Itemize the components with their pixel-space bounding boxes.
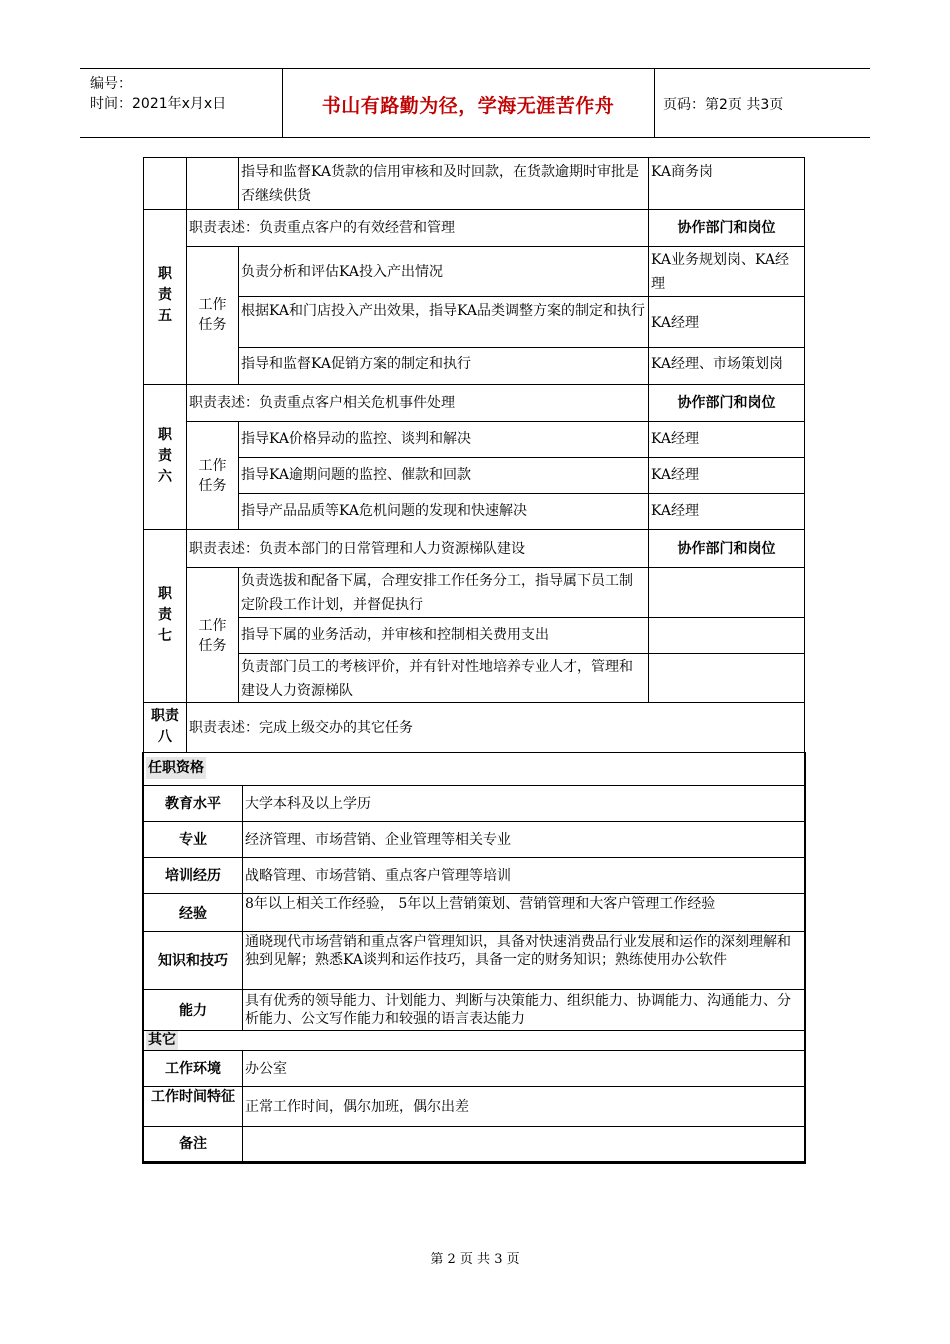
other-value-cell bbox=[242, 1126, 805, 1163]
dept-cell bbox=[648, 157, 805, 209]
duty6-desc-cell bbox=[186, 384, 648, 421]
dept-cell bbox=[648, 617, 805, 653]
dept-cell bbox=[648, 421, 805, 457]
dept-text: KA商务岗 bbox=[651, 164, 714, 180]
task-text: 根据KA和门店投入产出效果，指导KA品类调整方案的制定和执行 bbox=[241, 303, 646, 319]
task-text: 负责部门员工的考核评价，并有针对性地培养专业人才，管理和建设人力资源梯队 bbox=[241, 659, 633, 699]
duty7-coop-header: 协作部门和岗位 bbox=[677, 541, 776, 557]
duty7-label: 职责七 bbox=[158, 586, 172, 644]
others-title: 其它 bbox=[148, 1032, 176, 1048]
table-row bbox=[238, 567, 648, 617]
task-text: 指导KA价格异动的监控、谈判和解决 bbox=[241, 431, 472, 447]
qual-label: 能力 bbox=[179, 1003, 207, 1019]
other-label: 工作环境 bbox=[165, 1061, 221, 1077]
qual-value: 通晓现代市场营销和重点客户管理知识，具备对快速消费品行业发展和运作的深刻理解和独到见解；熟悉KA谈判和运作技巧，具备一定的财务知识；熟练使用办公软件 bbox=[245, 934, 791, 968]
page-footer: 第 2 页 共 3 页 bbox=[430, 1252, 520, 1267]
dept-cell bbox=[648, 493, 805, 529]
qualifications-title: 任职资格 bbox=[146, 757, 206, 779]
task-text: 指导KA逾期问题的监控、催款和回款 bbox=[241, 467, 472, 483]
qual-value-cell bbox=[242, 989, 805, 1030]
table-row bbox=[238, 246, 648, 296]
other-value-cell bbox=[242, 1050, 805, 1086]
page-info: 页码：第2页 共3页 bbox=[663, 97, 784, 113]
qual-label-cell bbox=[143, 989, 242, 1030]
duty5-coop-header: 协作部门和岗位 bbox=[677, 220, 776, 236]
qual-label-cell bbox=[143, 821, 242, 857]
qual-value-cell bbox=[242, 931, 805, 989]
others-section bbox=[143, 1030, 805, 1050]
dept-cell bbox=[648, 653, 805, 702]
task-text: 指导下属的业务活动，并审核和控制相关费用支出 bbox=[241, 627, 549, 643]
duty6-label: 职责六 bbox=[158, 427, 172, 485]
duty5-desc-cell bbox=[186, 209, 648, 246]
dept-cell bbox=[648, 347, 805, 384]
table-row bbox=[238, 653, 648, 702]
duty5-coop-cell bbox=[648, 209, 805, 246]
duty6-desc: 职责表述：负责重点客户相关危机事件处理 bbox=[189, 395, 455, 411]
dept-text: KA经理 bbox=[651, 431, 700, 447]
qual-value-cell bbox=[242, 821, 805, 857]
table-row bbox=[238, 493, 648, 529]
qual-label: 经验 bbox=[179, 906, 207, 922]
qual-value: 战略管理、市场营销、重点客户管理等培训 bbox=[245, 868, 511, 884]
other-label-cell bbox=[143, 1086, 242, 1126]
table-row bbox=[238, 457, 648, 493]
duty7-work-label: 工作任务 bbox=[198, 618, 227, 654]
qual-label-cell bbox=[143, 931, 242, 989]
other-value: 办公室 bbox=[245, 1061, 287, 1077]
duty8-desc-cell bbox=[186, 702, 805, 752]
table-row bbox=[238, 296, 648, 347]
dept-text: KA经理、市场策划岗 bbox=[651, 356, 784, 372]
table-row bbox=[238, 347, 648, 384]
task-text: 指导和监督KA促销方案的制定和执行 bbox=[241, 356, 472, 372]
qual-label-cell bbox=[143, 785, 242, 821]
dept-cell bbox=[648, 246, 805, 296]
table-row bbox=[238, 617, 648, 653]
task-text: 指导产品品质等KA危机问题的发现和快速解决 bbox=[241, 503, 528, 519]
duty5-label-cell bbox=[143, 209, 186, 384]
duty6-coop-cell bbox=[648, 384, 805, 421]
qual-value: 8年以上相关工作经验， 5年以上营销策划、营销管理和大客户管理工作经验 bbox=[245, 896, 716, 912]
table-row bbox=[238, 421, 648, 457]
dept-text: KA经理 bbox=[651, 467, 700, 483]
task-text: 负责分析和评估KA投入产出情况 bbox=[241, 264, 444, 280]
serial-label: 编号： bbox=[90, 76, 132, 92]
qual-label: 知识和技巧 bbox=[158, 953, 228, 969]
duty7-work-cell bbox=[186, 567, 238, 702]
duty8-label-cell bbox=[143, 702, 186, 752]
dept-cell bbox=[648, 457, 805, 493]
qual-value-cell bbox=[242, 893, 805, 931]
other-label: 备注 bbox=[179, 1136, 207, 1152]
qual-value: 大学本科及以上学历 bbox=[245, 796, 371, 812]
cont-work-cell bbox=[186, 157, 238, 209]
duty5-work-label: 工作任务 bbox=[198, 297, 227, 333]
other-label: 工作时间特征 bbox=[151, 1089, 235, 1105]
duty6-label-cell bbox=[143, 384, 186, 529]
qual-label: 培训经历 bbox=[165, 868, 221, 884]
dept-cell bbox=[648, 296, 805, 347]
duty7-coop-cell bbox=[648, 529, 805, 567]
qual-value: 经济管理、市场营销、企业管理等相关专业 bbox=[245, 832, 511, 848]
qual-value-cell bbox=[242, 857, 805, 893]
task-cell bbox=[238, 157, 648, 209]
duty7-desc: 职责表述：负责本部门的日常管理和人力资源梯队建设 bbox=[189, 541, 525, 557]
dept-text: KA经理 bbox=[651, 503, 700, 519]
header-page-cell bbox=[655, 69, 870, 137]
duty8-desc: 职责表述：完成上级交办的其它任务 bbox=[189, 720, 413, 736]
duty8-label: 职责八 bbox=[151, 708, 179, 745]
duty7-label-cell bbox=[143, 529, 186, 702]
duty5-work-cell bbox=[186, 246, 238, 384]
duty5-label: 职责五 bbox=[158, 266, 172, 324]
duty6-coop-header: 协作部门和岗位 bbox=[677, 395, 776, 411]
other-label-cell bbox=[143, 1050, 242, 1086]
header-meta bbox=[80, 69, 283, 137]
other-value: 正常工作时间，偶尔加班，偶尔出差 bbox=[245, 1099, 469, 1115]
dept-cell bbox=[648, 567, 805, 617]
qual-label-cell bbox=[143, 893, 242, 931]
duty6-work-cell bbox=[186, 421, 238, 529]
task-text: 指导和监督KA货款的信用审核和及时回款，在货款逾期时审批是否继续供货 bbox=[241, 164, 640, 204]
cont-label-cell bbox=[143, 157, 186, 209]
qualifications-section bbox=[143, 752, 805, 785]
qual-value: 具有优秀的领导能力、计划能力、判断与决策能力、组织能力、协调能力、沟通能力、分析能力、公文写作能力和较强的语言表达能力 bbox=[245, 993, 791, 1027]
qual-label-cell bbox=[143, 857, 242, 893]
page-header bbox=[80, 68, 870, 138]
other-value-cell bbox=[242, 1086, 805, 1126]
duty5-desc: 职责表述：负责重点客户的有效经营和管理 bbox=[189, 220, 455, 236]
qual-label: 专业 bbox=[179, 832, 207, 848]
motto: 书山有路勤为径，学海无涯苦作舟 bbox=[321, 95, 615, 117]
qual-label: 教育水平 bbox=[165, 796, 221, 812]
header-motto-cell bbox=[282, 69, 655, 137]
qual-value-cell bbox=[242, 785, 805, 821]
other-label-cell bbox=[143, 1126, 242, 1163]
dept-text: KA业务规划岗、KA经理 bbox=[651, 252, 790, 292]
duty7-desc-cell bbox=[186, 529, 648, 567]
duty6-work-label: 工作任务 bbox=[198, 458, 227, 494]
task-text: 负责选拔和配备下属，合理安排工作任务分工，指导属下员工制定阶段工作计划，并督促执行 bbox=[241, 573, 633, 613]
dept-text: KA经理 bbox=[651, 315, 700, 331]
time-label: 时间：2021年x月x日 bbox=[90, 96, 227, 112]
